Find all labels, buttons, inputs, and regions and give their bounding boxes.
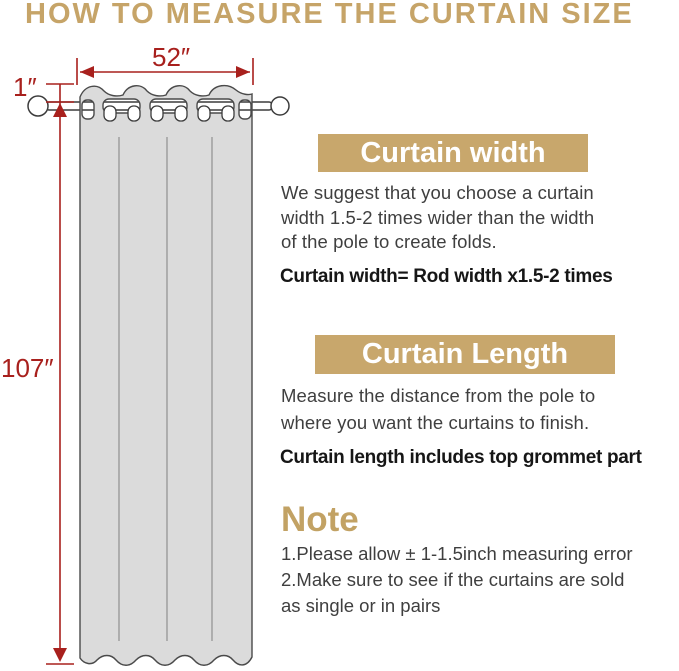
curtain-length-heading (315, 335, 615, 374)
curtain-panel (80, 86, 252, 666)
note-item: 2.Make sure to see if the curtains are sold (281, 569, 625, 590)
page-title: HOW TO MEASURE THE CURTAIN SIZE (25, 0, 634, 30)
description-line: where you want the curtains to finish. (281, 412, 590, 433)
rod-finial-right (271, 97, 289, 115)
description-line: Measure the distance from the pole to (281, 385, 596, 406)
curtain-length-label: 107″ (1, 353, 54, 383)
curtain-width-description (281, 181, 677, 255)
curtain-length-heading-label: Curtain Length (361, 338, 569, 370)
curtain-width-heading (318, 134, 588, 172)
note-item: 1.Please allow ± 1-1.5inch measuring error (281, 543, 633, 564)
description-line: of the pole to create folds. (281, 231, 497, 252)
curtain-length-description (281, 382, 677, 436)
curtain-width-formula: Curtain width= Rod width x1.5-2 times (280, 266, 613, 287)
note-list (281, 541, 679, 619)
note-heading: Note (281, 500, 359, 539)
rod-width-label: 52″ (152, 42, 191, 72)
curtain-diagram (0, 0, 300, 671)
description-line: width 1.5-2 times wider than the width (281, 206, 595, 228)
note-item: as single or in pairs (281, 595, 441, 616)
description-line: We suggest that you choose a curtain (281, 182, 594, 203)
curtain-width-heading-label: Curtain width (360, 136, 546, 169)
rod-offset-label: 1″ (13, 72, 37, 102)
curtain-length-formula: Curtain length includes top grommet part (280, 447, 642, 468)
